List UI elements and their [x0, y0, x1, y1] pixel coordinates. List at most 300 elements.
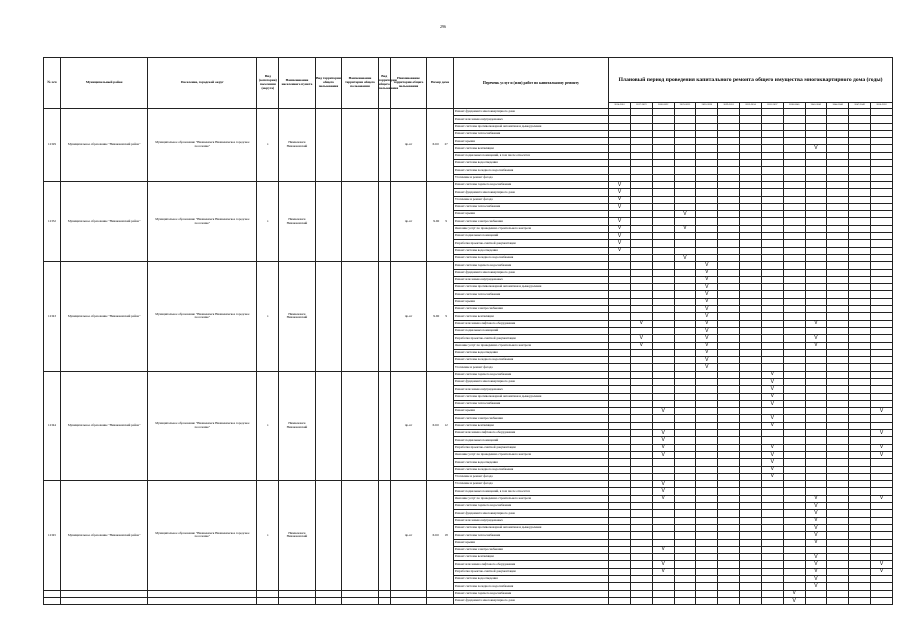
building-district: Муниципальное образование "Нижнекамский район"	[60, 371, 147, 480]
schedule-cell	[871, 327, 893, 334]
schedule-cell	[674, 364, 696, 371]
schedule-cell	[674, 240, 696, 247]
schedule-cell	[805, 459, 827, 466]
schedule-cell	[849, 473, 871, 480]
year-header: 2017-2019	[630, 103, 652, 109]
schedule-cell	[718, 298, 740, 305]
schedule-cell	[827, 393, 849, 400]
schedule-cell	[871, 400, 893, 407]
schedule-cell	[674, 181, 696, 188]
schedule-cell	[805, 181, 827, 188]
schedule-cell	[674, 408, 696, 415]
schedule-cell	[849, 189, 871, 196]
header-territory-name-2: Наименование территории общего пользования	[390, 58, 426, 109]
schedule-cell	[740, 451, 762, 458]
work-item: Ремонт системы противопожарной автоматики и дымоудаления	[453, 123, 608, 130]
schedule-cell	[674, 466, 696, 473]
schedule-cell	[805, 138, 827, 145]
schedule-cell	[827, 503, 849, 510]
empty-cell	[427, 597, 454, 604]
schedule-mark: V	[609, 233, 631, 240]
schedule-cell	[609, 160, 631, 167]
schedule-mark: V	[805, 576, 827, 583]
work-item: Ремонт или замена внутридомовых	[453, 276, 608, 283]
schedule-cell	[849, 123, 871, 130]
schedule-cell	[674, 532, 696, 539]
schedule-cell	[609, 459, 631, 466]
schedule-cell	[783, 473, 805, 480]
schedule-mark: V	[761, 378, 783, 385]
schedule-cell	[871, 160, 893, 167]
schedule-cell	[740, 225, 762, 232]
header-district: Муниципальный район	[60, 58, 147, 109]
work-item: Ремонт подвальных помещений	[453, 327, 608, 334]
schedule-cell	[827, 561, 849, 568]
building-house: 12	[444, 423, 448, 428]
schedule-cell	[827, 306, 849, 313]
schedule-cell	[674, 335, 696, 342]
schedule-cell	[696, 167, 718, 174]
schedule-cell	[871, 422, 893, 429]
schedule-cell	[696, 181, 718, 188]
schedule-cell	[849, 437, 871, 444]
schedule-cell	[871, 554, 893, 561]
schedule-mark: V	[805, 320, 827, 327]
schedule-cell	[609, 254, 631, 261]
schedule-cell	[696, 371, 718, 378]
schedule-cell	[740, 189, 762, 196]
schedule-cell	[761, 546, 783, 553]
schedule-cell	[718, 444, 740, 451]
schedule-cell	[827, 254, 849, 261]
schedule-cell	[805, 393, 827, 400]
schedule-cell	[827, 247, 849, 254]
schedule-cell	[783, 386, 805, 393]
schedule-cell	[761, 189, 783, 196]
schedule-cell	[652, 240, 674, 247]
schedule-cell	[696, 466, 718, 473]
schedule-cell	[696, 415, 718, 422]
work-item: Ремонт крыши	[453, 408, 608, 415]
schedule-cell	[761, 517, 783, 524]
building-district: Муниципальное образование "Нижнекамский район"	[60, 262, 147, 371]
schedule-cell	[696, 130, 718, 137]
schedule-cell	[871, 254, 893, 261]
schedule-cell	[827, 554, 849, 561]
schedule-cell	[630, 152, 652, 159]
schedule-cell	[740, 196, 762, 203]
schedule-cell	[674, 393, 696, 400]
schedule-mark: V	[761, 451, 783, 458]
schedule-cell	[718, 269, 740, 276]
schedule-cell	[696, 225, 718, 232]
schedule-cell	[805, 233, 827, 240]
schedule-cell	[674, 152, 696, 159]
schedule-cell	[827, 291, 849, 298]
schedule-cell	[609, 415, 631, 422]
schedule-cell	[805, 444, 827, 451]
schedule-cell	[696, 196, 718, 203]
schedule-cell	[652, 109, 674, 116]
schedule-mark: V	[696, 349, 718, 356]
schedule-cell	[674, 247, 696, 254]
schedule-mark: V	[696, 313, 718, 320]
schedule-cell	[871, 109, 893, 116]
schedule-cell	[805, 378, 827, 385]
schedule-cell	[871, 196, 893, 203]
empty-cell	[257, 597, 279, 604]
schedule-cell	[761, 269, 783, 276]
schedule-cell	[827, 437, 849, 444]
schedule-cell	[783, 532, 805, 539]
schedule-cell	[718, 437, 740, 444]
schedule-cell	[696, 386, 718, 393]
schedule-cell	[783, 495, 805, 502]
schedule-mark: V	[696, 320, 718, 327]
schedule-cell	[805, 276, 827, 283]
building-house: 27	[444, 142, 448, 147]
schedule-cell	[849, 590, 871, 597]
schedule-cell	[718, 488, 740, 495]
work-item: Оказание услуг по проведению строительного контроля	[453, 451, 608, 458]
schedule-cell	[609, 539, 631, 546]
schedule-mark: V	[674, 254, 696, 261]
schedule-cell	[674, 138, 696, 145]
schedule-cell	[740, 583, 762, 590]
schedule-cell	[871, 276, 893, 283]
schedule-cell	[718, 123, 740, 130]
schedule-cell	[696, 109, 718, 116]
work-item: Утепление и ремонт фасада	[453, 481, 608, 488]
schedule-cell	[718, 415, 740, 422]
schedule-cell	[609, 364, 631, 371]
schedule-cell	[827, 400, 849, 407]
schedule-cell	[674, 357, 696, 364]
schedule-cell	[827, 203, 849, 210]
schedule-cell	[674, 276, 696, 283]
schedule-cell	[849, 298, 871, 305]
schedule-cell	[805, 203, 827, 210]
schedule-cell	[652, 203, 674, 210]
schedule-cell	[849, 466, 871, 473]
schedule-mark: V	[609, 225, 631, 232]
schedule-cell	[674, 444, 696, 451]
schedule-cell	[630, 437, 652, 444]
schedule-cell	[674, 269, 696, 276]
work-item: Ремонт крыши	[453, 211, 608, 218]
schedule-cell	[674, 451, 696, 458]
schedule-cell	[805, 408, 827, 415]
building-territory-kind	[378, 109, 390, 182]
building-locality: Нижнекамск Нижнекамский	[279, 481, 315, 590]
schedule-cell	[871, 174, 893, 181]
schedule-mark: V	[783, 597, 805, 604]
schedule-cell	[696, 583, 718, 590]
schedule-cell	[761, 430, 783, 437]
schedule-cell	[652, 510, 674, 517]
schedule-cell	[805, 327, 827, 334]
schedule-mark: V	[674, 225, 696, 232]
schedule-cell	[718, 174, 740, 181]
schedule-cell	[609, 313, 631, 320]
schedule-cell	[718, 262, 740, 269]
schedule-cell	[783, 430, 805, 437]
schedule-cell	[849, 203, 871, 210]
header-territory-type: Вид территории общего пользования	[315, 58, 342, 109]
schedule-mark: V	[609, 181, 631, 188]
work-item: Ремонт системы холодного водоснабжения	[453, 167, 608, 174]
schedule-cell	[609, 371, 631, 378]
table-row	[44, 262, 893, 269]
schedule-cell	[783, 327, 805, 334]
schedule-cell	[609, 145, 631, 152]
empty-cell	[390, 597, 426, 604]
schedule-cell	[740, 284, 762, 291]
schedule-cell	[652, 276, 674, 283]
building-settlement: Муниципальное образование "Нижнекамск Нижнекамское городское поселение"	[148, 109, 257, 182]
schedule-cell	[609, 466, 631, 473]
work-item: Ремонт системы холодного водоснабжения	[453, 254, 608, 261]
schedule-cell	[674, 481, 696, 488]
schedule-cell	[761, 576, 783, 583]
building-street-name	[427, 481, 454, 590]
schedule-cell	[783, 269, 805, 276]
schedule-cell	[674, 284, 696, 291]
schedule-cell	[761, 130, 783, 137]
work-item: Ремонт системы водоотведения	[453, 160, 608, 167]
schedule-cell	[740, 546, 762, 553]
schedule-cell	[652, 181, 674, 188]
schedule-cell	[630, 218, 652, 225]
building-street-name-text: Х.Ш	[432, 142, 439, 147]
schedule-cell	[718, 524, 740, 531]
schedule-cell	[696, 481, 718, 488]
schedule-cell	[674, 342, 696, 349]
schedule-mark: V	[652, 568, 674, 575]
schedule-cell	[718, 532, 740, 539]
schedule-cell	[609, 291, 631, 298]
header-house: Номер дома	[427, 58, 454, 109]
schedule-cell	[805, 160, 827, 167]
schedule-cell	[652, 320, 674, 327]
schedule-mark: V	[761, 393, 783, 400]
schedule-cell	[630, 284, 652, 291]
schedule-cell	[849, 276, 871, 283]
building-territory-name	[342, 181, 378, 261]
schedule-cell	[783, 342, 805, 349]
schedule-cell	[761, 276, 783, 283]
schedule-mark: V	[805, 539, 827, 546]
schedule-cell	[630, 488, 652, 495]
schedule-cell	[652, 524, 674, 531]
schedule-cell	[630, 233, 652, 240]
schedule-cell	[696, 510, 718, 517]
year-header: 2050-2052	[871, 103, 893, 109]
schedule-mark: V	[805, 583, 827, 590]
schedule-cell	[652, 174, 674, 181]
schedule-cell	[783, 225, 805, 232]
year-header: 2035-2037	[761, 103, 783, 109]
schedule-cell	[674, 378, 696, 385]
schedule-cell	[740, 568, 762, 575]
empty-cell	[44, 597, 61, 604]
work-item: Разработка проектно-сметной документации	[453, 568, 608, 575]
work-item: Ремонт фундамента многоквартирного дома	[453, 378, 608, 385]
schedule-cell	[871, 590, 893, 597]
schedule-cell	[696, 546, 718, 553]
schedule-cell	[849, 546, 871, 553]
schedule-cell	[761, 568, 783, 575]
schedule-cell	[609, 400, 631, 407]
schedule-cell	[652, 386, 674, 393]
schedule-cell	[718, 233, 740, 240]
schedule-cell	[805, 116, 827, 123]
schedule-mark: V	[652, 561, 674, 568]
building-house: 9	[445, 313, 447, 318]
schedule-cell	[761, 561, 783, 568]
schedule-cell	[630, 378, 652, 385]
year-header: 2038-2040	[783, 103, 805, 109]
work-item: Ремонт или замена внутридомовых	[453, 386, 608, 393]
schedule-cell	[609, 437, 631, 444]
schedule-cell	[849, 524, 871, 531]
building-id: 12344	[44, 371, 61, 480]
schedule-mark: V	[761, 473, 783, 480]
empty-cell	[390, 590, 426, 597]
schedule-cell	[630, 357, 652, 364]
schedule-cell	[805, 386, 827, 393]
schedule-cell	[871, 481, 893, 488]
schedule-cell	[652, 459, 674, 466]
schedule-cell	[871, 473, 893, 480]
building-house: 9	[445, 218, 447, 223]
schedule-mark: V	[696, 262, 718, 269]
schedule-cell	[827, 327, 849, 334]
year-header: 2044-2046	[827, 103, 849, 109]
schedule-cell	[609, 211, 631, 218]
schedule-cell	[609, 590, 631, 597]
schedule-cell	[871, 240, 893, 247]
schedule-cell	[761, 313, 783, 320]
schedule-cell	[740, 160, 762, 167]
schedule-cell	[696, 568, 718, 575]
schedule-cell	[674, 473, 696, 480]
work-item: Ремонт системы теплоснабжения	[453, 203, 608, 210]
schedule-cell	[871, 466, 893, 473]
building-street: пр-кт	[390, 262, 426, 371]
schedule-mark: V	[696, 335, 718, 342]
schedule-cell	[609, 298, 631, 305]
schedule-cell	[849, 327, 871, 334]
schedule-cell	[761, 481, 783, 488]
schedule-cell	[630, 109, 652, 116]
schedule-cell	[740, 539, 762, 546]
schedule-cell	[871, 364, 893, 371]
table-row	[44, 371, 893, 378]
schedule-cell	[609, 532, 631, 539]
page-number: 296	[440, 24, 446, 29]
schedule-cell	[740, 386, 762, 393]
schedule-cell	[630, 539, 652, 546]
schedule-cell	[718, 539, 740, 546]
schedule-cell	[805, 422, 827, 429]
schedule-cell	[609, 269, 631, 276]
schedule-cell	[805, 109, 827, 116]
schedule-cell	[740, 488, 762, 495]
schedule-cell	[718, 546, 740, 553]
schedule-mark: V	[761, 466, 783, 473]
schedule-cell	[871, 503, 893, 510]
schedule-cell	[871, 539, 893, 546]
schedule-cell	[871, 218, 893, 225]
schedule-cell	[696, 218, 718, 225]
schedule-cell	[674, 262, 696, 269]
schedule-cell	[718, 342, 740, 349]
header-num: № п/п	[44, 58, 61, 109]
schedule-cell	[827, 576, 849, 583]
schedule-cell	[718, 349, 740, 356]
schedule-cell	[849, 284, 871, 291]
schedule-cell	[761, 138, 783, 145]
work-item: Ремонт системы электроснабжения	[453, 218, 608, 225]
schedule-cell	[871, 488, 893, 495]
schedule-cell	[783, 181, 805, 188]
work-item: Ремонт крыши	[453, 539, 608, 546]
building-territory-name	[342, 109, 378, 182]
schedule-cell	[783, 306, 805, 313]
schedule-cell	[674, 196, 696, 203]
schedule-cell	[652, 123, 674, 130]
schedule-mark: V	[652, 408, 674, 415]
schedule-cell	[718, 597, 740, 604]
schedule-cell	[696, 459, 718, 466]
schedule-cell	[696, 203, 718, 210]
schedule-cell	[849, 378, 871, 385]
schedule-cell	[740, 576, 762, 583]
work-item: Ремонт системы водоотведения	[453, 349, 608, 356]
work-item: Ремонт системы противопожарной автоматики и дымоудаления	[453, 393, 608, 400]
schedule-mark: V	[696, 276, 718, 283]
schedule-cell	[609, 174, 631, 181]
building-settlement: Муниципальное образование "Нижнекамск Нижнекамское городское поселение"	[148, 371, 257, 480]
work-item: Ремонт системы водоотведения	[453, 247, 608, 254]
schedule-cell	[609, 262, 631, 269]
schedule-cell	[609, 422, 631, 429]
schedule-cell	[849, 254, 871, 261]
schedule-cell	[849, 539, 871, 546]
schedule-cell	[652, 371, 674, 378]
schedule-cell	[652, 378, 674, 385]
schedule-cell	[783, 554, 805, 561]
work-item: Ремонт системы электроснабжения	[453, 415, 608, 422]
schedule-cell	[849, 495, 871, 502]
schedule-cell	[609, 327, 631, 334]
schedule-cell	[674, 218, 696, 225]
schedule-cell	[805, 357, 827, 364]
schedule-cell	[630, 408, 652, 415]
work-item: Оказание услуг по проведению строительного контроля	[453, 225, 608, 232]
schedule-cell	[630, 291, 652, 298]
schedule-cell	[718, 400, 740, 407]
schedule-cell	[827, 269, 849, 276]
building-street-name	[427, 181, 454, 261]
schedule-cell	[761, 145, 783, 152]
schedule-cell	[630, 327, 652, 334]
building-settlement-type: г.	[257, 371, 279, 480]
schedule-cell	[740, 313, 762, 320]
schedule-cell	[827, 517, 849, 524]
schedule-cell	[718, 451, 740, 458]
